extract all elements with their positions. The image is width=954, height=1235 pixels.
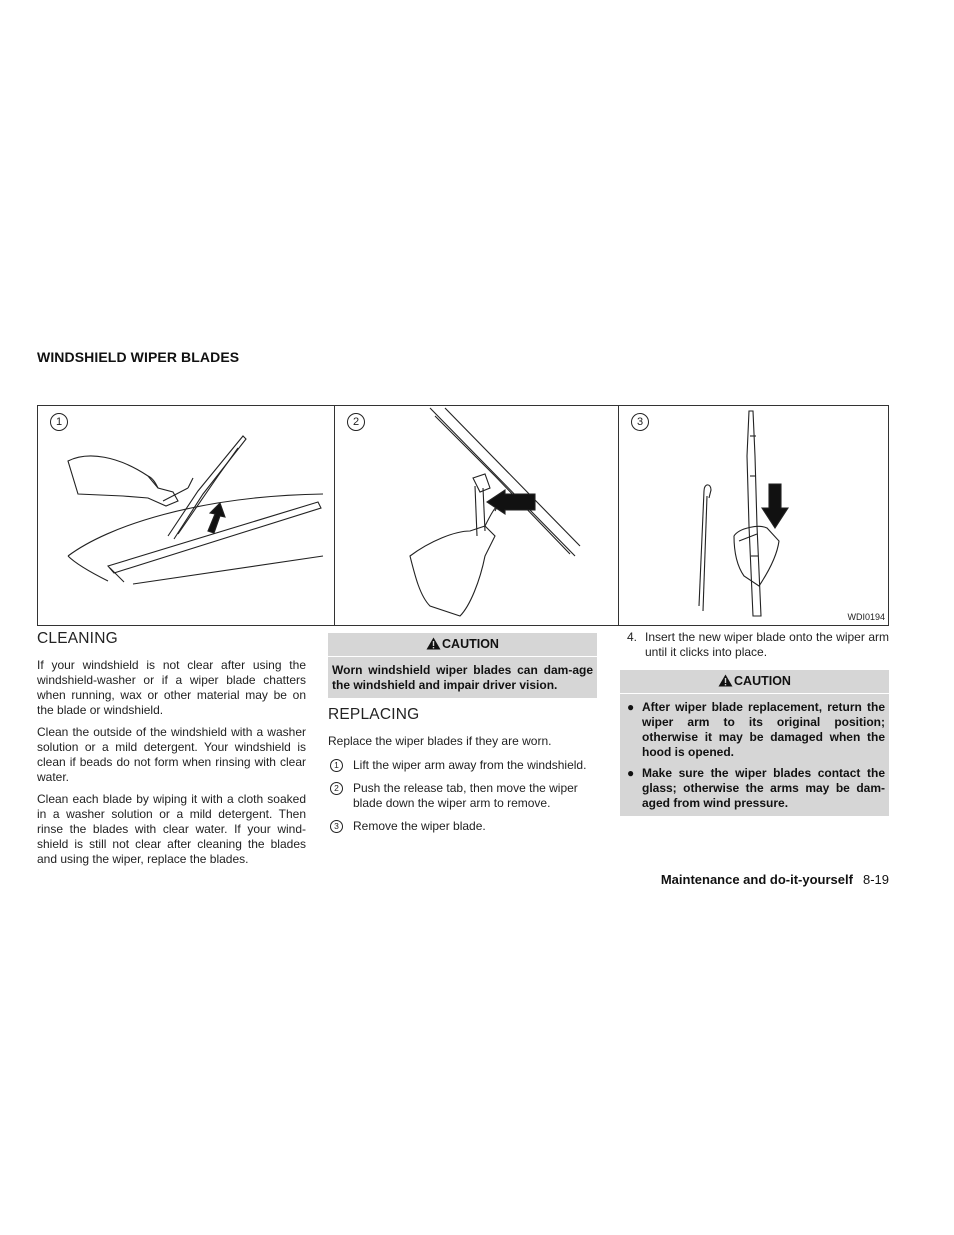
remove-wiper-blade-illustration xyxy=(619,406,889,625)
wiper-figure xyxy=(37,405,889,626)
caution-bullet xyxy=(624,700,885,760)
caution-label: CAUTION xyxy=(734,674,791,688)
replacing-step xyxy=(328,819,597,834)
cleaning-heading: CLEANING xyxy=(37,630,118,647)
figure-panel-1 xyxy=(38,406,334,625)
replacing-step xyxy=(328,758,597,773)
step4-column xyxy=(620,630,889,816)
step-number: 3 xyxy=(330,820,343,833)
release-tab-illustration xyxy=(335,406,619,625)
panel-number: 2 xyxy=(347,413,365,431)
caution-bullet xyxy=(624,766,885,811)
replacing-column xyxy=(328,633,597,842)
bullet-text: Make sure the wiper blades contact the glass; otherwise the arms may be dam-aged from wind pressure. xyxy=(642,766,885,810)
panel-number: 1 xyxy=(50,413,68,431)
panel-number: 3 xyxy=(631,413,649,431)
lift-wiper-arm-illustration xyxy=(38,406,334,625)
cleaning-paragraph: Clean each blade by wiping it with a cloth soaked in a washer solution or a mild detergent. Then rinse the blades with clear water. If your wind-shield is still not clear after cleaning the blades and using the wiper, replace the blades. xyxy=(37,792,306,866)
cleaning-column xyxy=(37,630,306,874)
step-number: 1 xyxy=(330,759,343,772)
caution-header xyxy=(620,670,889,694)
step-text: Remove the wiper blade. xyxy=(353,819,486,833)
figure-code: WDI0194 xyxy=(847,612,885,622)
footer-title: Maintenance and do-it-yourself xyxy=(660,872,853,887)
step-text: Lift the wiper arm away from the windshield. xyxy=(353,758,587,772)
cleaning-paragraph: Clean the outside of the windshield with a washer solution or a mild detergent. Your windshield is clean if beads do not form when rinsing with clear water. xyxy=(37,725,306,784)
caution-bullets xyxy=(620,694,889,816)
warning-icon xyxy=(718,674,733,687)
step-text: Push the release tab, then move the wiper blade down the wiper arm to remove. xyxy=(353,781,578,810)
warning-icon xyxy=(426,637,441,650)
step-number: 2 xyxy=(330,782,343,795)
caution-header xyxy=(328,633,597,657)
caution-box xyxy=(328,633,597,698)
caution-text: Worn windshield wiper blades can dam-age the windshield and impair driver vision. xyxy=(332,663,593,692)
replacing-step xyxy=(328,781,597,811)
page-footer xyxy=(661,872,889,887)
bullet-text: After wiper blade replacement, return the wiper arm to its original position; otherwise it may be damaged when the hood is opened. xyxy=(642,700,885,759)
step-text: Insert the new wiper blade onto the wiper arm until it clicks into place. xyxy=(645,630,889,659)
figure-panel-2 xyxy=(334,406,619,625)
cleaning-paragraph: If your windshield is not clear after using the windshield-washer or if a wiper blade chatters when running, wax or other material may be on the blade or windshield. xyxy=(37,658,306,717)
step-number: 4. xyxy=(627,630,638,644)
bullet-icon: ● xyxy=(627,700,635,714)
replacing-intro: Replace the wiper blades if they are worn. xyxy=(328,734,552,748)
replacing-heading: REPLACING xyxy=(328,706,420,723)
section-title: WINDSHIELD WIPER BLADES xyxy=(37,349,240,365)
page-number: 8-19 xyxy=(862,872,889,887)
replacing-step-4 xyxy=(620,630,889,660)
bullet-icon: ● xyxy=(627,766,635,780)
caution-box xyxy=(620,670,889,816)
caution-label: CAUTION xyxy=(442,637,499,651)
figure-panel-3 xyxy=(618,406,889,625)
